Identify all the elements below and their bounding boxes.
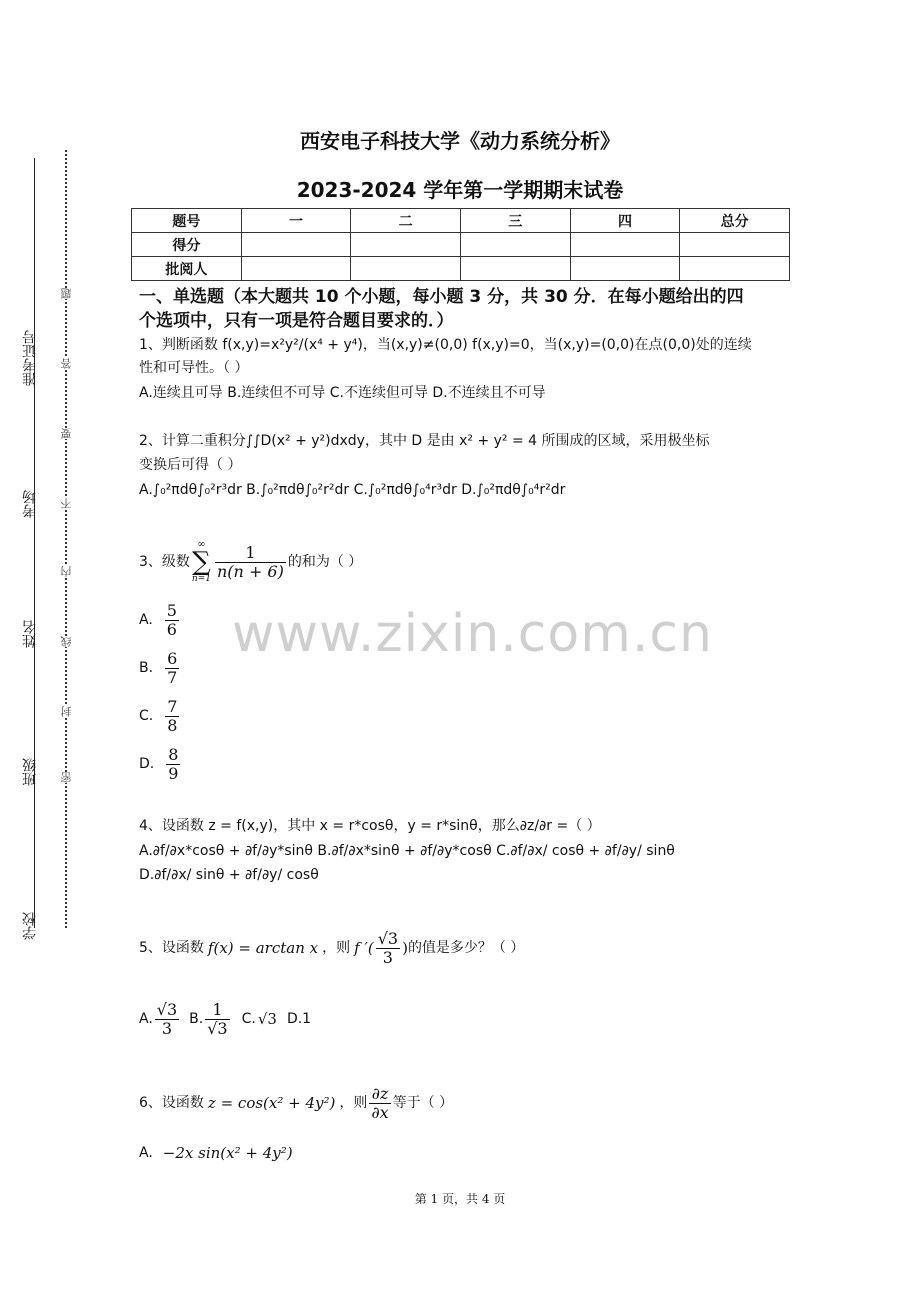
- q1-stem-line1: 1、判断函数 f(x,y)=x²y²/(x⁴ + y⁴)，当(x,y)≠(0,0) f(x,y)=0，当(x,y)=(0,0)在点(0,0)处的连续: [139, 337, 752, 353]
- option-label: A.: [139, 612, 153, 628]
- q5-numerator: √3: [377, 928, 399, 948]
- q4-options-line1: A.∂f/∂x*cosθ + ∂f/∂y*sinθ B.∂f/∂x*sinθ + ∂f/∂y*cosθ C.∂f/∂x/ cosθ + ∂f/∂y/ sinθ: [139, 843, 675, 859]
- q2-stem-line2: 变换后可得（ ）: [139, 457, 242, 473]
- q6-option-a-expr: −2x sin(x² + 4y²): [162, 1144, 293, 1162]
- binding-solid-line: [34, 158, 35, 928]
- field-class-label: 班级: [22, 758, 38, 786]
- score-cell: [570, 233, 680, 257]
- score-table-header-cell: 四: [570, 209, 680, 233]
- score-row-label: 得分: [132, 233, 242, 257]
- score-cell: [680, 257, 790, 281]
- option-denominator: 9: [168, 763, 179, 783]
- score-table-header-cell: 总分: [680, 209, 790, 233]
- score-table-header-cell: 一: [241, 209, 351, 233]
- sigma-upper: ∞: [197, 539, 206, 550]
- option-label: A.: [139, 1145, 153, 1161]
- q5-prefix: 5、设函数: [139, 940, 204, 956]
- score-table-row: [132, 233, 790, 257]
- score-table-header-row: [132, 209, 790, 233]
- q6-prefix: 6、设函数: [139, 1095, 204, 1111]
- score-cell: [460, 257, 570, 281]
- seal-char-ti: 题: [60, 288, 73, 299]
- q5-denominator: 3: [376, 948, 400, 967]
- q5-option-c-value: √3: [257, 1010, 277, 1028]
- q5-option-b-fraction: [205, 1001, 229, 1038]
- sigma-lower: n=1: [191, 574, 211, 584]
- option-numerator: √3: [156, 999, 178, 1019]
- q6-denominator: ∂x: [371, 1102, 389, 1122]
- option-numerator: 1: [212, 999, 223, 1019]
- score-cell: [680, 233, 790, 257]
- field-name-label: 姓名: [22, 620, 38, 648]
- option-fraction: [165, 698, 179, 735]
- q3-prefix: 3、级数: [139, 554, 190, 570]
- score-cell: [351, 257, 461, 281]
- section1-title-line1: 一、单选题（本大题共 10 个小题，每小题 3 分，共 30 分．在每小题给出的四: [139, 287, 744, 307]
- option-denominator: √3: [207, 1018, 228, 1038]
- score-row-label: 批阅人: [132, 257, 242, 281]
- seal-char-feng: 封: [60, 706, 73, 717]
- sigma-glyph: ∑: [192, 547, 211, 577]
- binding-dotted-line: [65, 150, 67, 928]
- q3-fraction: [215, 544, 286, 581]
- score-table-header-cell: 二: [351, 209, 461, 233]
- score-cell: [351, 233, 461, 257]
- option-numerator: 5: [166, 600, 177, 620]
- q2-options: A.∫₀²πdθ∫₀²r³dr B.∫₀²πdθ∫₀²r²dr C.∫₀²πdθ∫₀⁴r³dr D.∫₀²πdθ∫₀⁴r²dr: [139, 482, 566, 498]
- q6-fraction: [369, 1085, 390, 1122]
- seal-char-bu: 不: [60, 498, 73, 509]
- q3-numerator: 1: [245, 542, 256, 562]
- option-label: C.: [139, 708, 154, 724]
- q3-option-c: [139, 696, 181, 736]
- score-table-row: [132, 257, 790, 281]
- option-denominator: 6: [166, 619, 177, 639]
- q6-stem: [139, 1080, 453, 1126]
- field-school-label: 学校: [22, 912, 38, 940]
- option-denominator: 7: [167, 667, 178, 687]
- section1-title-line2: 个选项中，只有一项是符合题目要求的．）: [139, 311, 454, 331]
- q5-stem: [139, 924, 524, 972]
- q5-function: f(x) = arctan x: [207, 939, 319, 957]
- q1-stem-line2: 性和可导性。（ ）: [139, 360, 249, 376]
- q4-options-line2: D.∂f/∂x/ sinθ + ∂f/∂y/ cosθ: [139, 867, 319, 883]
- option-fraction: [165, 650, 179, 687]
- field-room-label: 考场: [22, 490, 38, 518]
- option-fraction: [166, 746, 180, 783]
- option-numerator: 8: [168, 744, 179, 764]
- q6-numerator: ∂z: [371, 1083, 389, 1103]
- q5-options: [139, 996, 311, 1042]
- watermark: www.zixin.com.cn: [232, 604, 713, 664]
- seal-char-mi: 密: [60, 772, 73, 783]
- score-cell: [241, 257, 351, 281]
- q3-option-b: [139, 648, 181, 688]
- q5-option-b-label: B.: [189, 1011, 204, 1027]
- q6-mid: ，则: [339, 1095, 368, 1111]
- seal-char-nei: 内: [60, 566, 73, 577]
- q3-denominator: n(n + 6): [217, 561, 284, 581]
- option-label: B.: [139, 660, 154, 676]
- q6-option-a: [139, 1140, 293, 1166]
- page-footer: 第 1 页，共 4 页: [414, 1192, 506, 1206]
- score-cell: [460, 233, 570, 257]
- option-fraction: [165, 602, 179, 639]
- option-label: D.: [139, 756, 155, 772]
- q5-option-a-label: A.: [139, 1011, 153, 1027]
- q5-close: ): [402, 939, 408, 957]
- sigma-symbol: [192, 540, 211, 584]
- exam-title: 西安电子科技大学《动力系统分析》: [300, 129, 620, 153]
- q6-function: z = cos(x² + 4y²): [207, 1094, 336, 1112]
- option-denominator: 3: [155, 1019, 179, 1038]
- q5-suffix: 的值是多少？（ ）: [407, 940, 525, 956]
- q2-stem-line1: 2、计算二重积分∫∫D(x² + y²)dxdy，其中 D 是由 x² + y² = 4 所围成的区域，采用极坐标: [139, 433, 710, 449]
- option-numerator: 7: [167, 696, 178, 716]
- q5-fraction: [376, 930, 400, 967]
- seal-char-xian: 线: [60, 636, 73, 647]
- q5-option-c-label: C.: [241, 1011, 256, 1027]
- q3-option-d: [139, 744, 182, 784]
- score-table: [131, 208, 790, 281]
- field-exam-id-label: 准考证号: [22, 330, 38, 386]
- q5-option-a-fraction: [155, 1001, 179, 1038]
- q3-option-a: [139, 600, 181, 640]
- exam-subtitle: 2023-2024 学年第一学期期末试卷: [296, 178, 624, 202]
- score-cell: [241, 233, 351, 257]
- q1-options: A.连续且可导 B.连续但不可导 C.不连续但可导 D.不连续且不可导: [139, 385, 546, 401]
- q5-option-d: D.1: [286, 1011, 312, 1027]
- score-table-header-cell: 题号: [132, 209, 242, 233]
- q5-mid: ，则: [322, 940, 351, 956]
- option-denominator: 8: [167, 715, 178, 735]
- q3-stem: [139, 537, 362, 587]
- q5-derivative: f ′(: [354, 939, 374, 957]
- option-numerator: 6: [167, 648, 178, 668]
- score-table-header-cell: 三: [460, 209, 570, 233]
- q3-suffix: 的和为（ ）: [287, 554, 363, 570]
- score-cell: [570, 257, 680, 281]
- seal-char-da: 答: [60, 358, 73, 369]
- q6-suffix: 等于（ ）: [392, 1095, 454, 1111]
- q4-stem: 4、设函数 z = f(x,y)，其中 x = r*cosθ，y = r*sinθ，那么∂z/∂r =（ ）: [139, 818, 601, 834]
- seal-char-yao: 要: [60, 428, 73, 439]
